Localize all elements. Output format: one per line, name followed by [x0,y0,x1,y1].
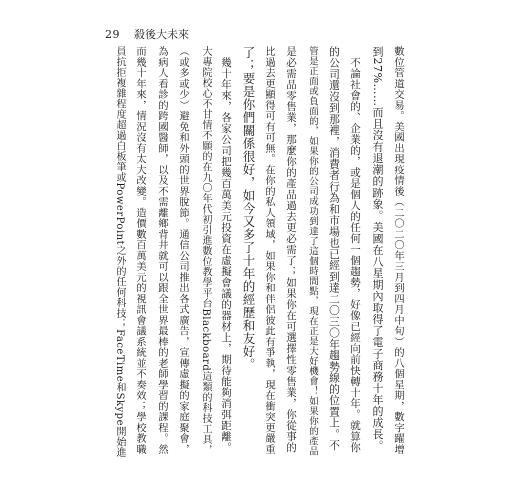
page-header [105,26,189,42]
text-column: 幾十年來，各家公司把幾百萬美元投資在虛擬會議的器材上，期待能夠消弭距離。 [220,46,232,453]
text-column: 而幾十年來，情況沒有太大改變。造價數百萬美元的視訊會議系統並不奏效；學校教職 [134,46,146,455]
text-column: 的公司還沒到那裡，消費者行為和市場也已經到達二〇三〇年趨勢線的位置上。不 [328,46,341,451]
text-column: 數位管道交易。美國出現疫情後（二〇二〇年三月到四月中旬）的八個星期，數字躍增 [392,46,404,455]
text-column: 是必需品零售業，那麼你的產品過去更必需了；如果你在可選擇性零售業，你從事的 [285,46,297,453]
running-title: 殺後大未來 [134,28,189,41]
text-column: （或多或少）避免和外頭的世界脫節。通信公司推出各式廣告，宣傳虛擬的家庭聚會， [177,46,189,455]
text-column: 了；要是你們關係很好，如今又多了十年的經歷和友好。 [241,46,256,371]
body-text [106,46,406,458]
text-column: 為病人看診的跨國醫師，以及不需離鄉背井就可以跟全世界最棒的老師學習的課程。然 [156,46,168,455]
text-column: 管是正面或負面的，如果你的公司成功到達了這個時間點，現在正是大好機會！如果你的產品 [307,46,318,456]
page-number: 29 [105,28,120,41]
text-column: 大專院校心不甘情不願的在九〇年代初引進數位教學平台Blackboard這類的科技工具， [200,46,211,456]
text-column: 員抗拒複雜程度超過白板筆或PowerPoint之外的任何科技；FaceTime和Skype開始進 [114,46,125,458]
text-column: 比過去更顯得可有可無。在你的私人領域，如果你和伴侶彼此有爭執，現在衝突更嚴重 [263,46,275,455]
text-column: 到27%……而且沒有退潮的跡象。美國在八星期內取得了電子商務十年的成長。 [371,46,384,452]
text-column: 不論社會的、企業的，或是個人的任何一個趨勢，好像已經向前快轉十年。就算你 [349,46,361,453]
